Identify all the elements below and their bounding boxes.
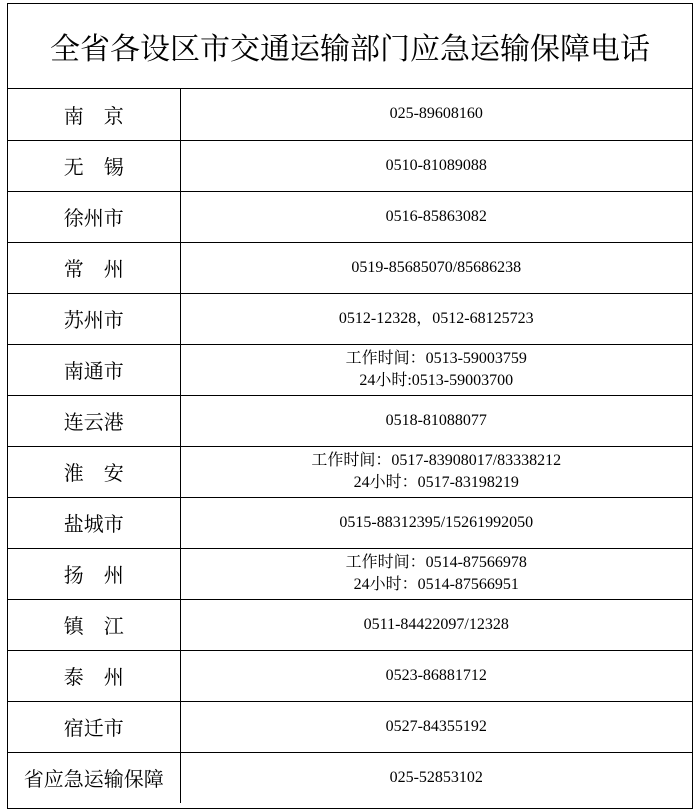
- phone-number-text: 24小时：0517-83198219: [353, 473, 519, 491]
- region-name-cell: 盐城市: [8, 497, 180, 548]
- contact-table: [8, 89, 692, 803]
- phone-cell: [180, 650, 692, 701]
- table-row: [8, 446, 692, 497]
- table-row: [8, 140, 692, 191]
- phone-number-text: 0515-88312395/15261992050: [339, 513, 534, 531]
- phone-number-text: 025-89608160: [389, 105, 483, 123]
- region-name-cell: 苏州市: [8, 293, 180, 344]
- region-name-cell: 常 州: [8, 242, 180, 293]
- phone-cell: [180, 548, 692, 599]
- phone-directory-sheet: [7, 3, 693, 809]
- contact-table-body: [8, 89, 692, 803]
- phone-number-text: 0518-81088077: [385, 411, 487, 429]
- phone-number-text: 0527-84355192: [385, 717, 487, 735]
- phone-cell: [180, 89, 692, 140]
- phone-cell: [180, 701, 692, 752]
- page-title: 全省各设区市交通运输部门应急运输保障电话: [8, 4, 692, 89]
- phone-number-text: 0516-85863082: [385, 207, 487, 225]
- region-name-cell: 镇 江: [8, 599, 180, 650]
- table-row: [8, 89, 692, 140]
- phone-number-text: 0519-85685070/85686238: [351, 258, 522, 276]
- region-name-cell: 省应急运输保障: [8, 752, 180, 803]
- table-row: [8, 242, 692, 293]
- table-row: [8, 191, 692, 242]
- table-row: [8, 497, 692, 548]
- phone-cell: [180, 140, 692, 191]
- region-name-cell: 扬 州: [8, 548, 180, 599]
- table-row: [8, 599, 692, 650]
- region-name-cell: 泰 州: [8, 650, 180, 701]
- phone-number-text: 工作时间：0513-59003759: [345, 349, 527, 367]
- phone-number-text: 025-52853102: [389, 768, 483, 786]
- region-name-cell: 连云港: [8, 395, 180, 446]
- table-row: [8, 701, 692, 752]
- phone-cell: [180, 599, 692, 650]
- phone-cell: [180, 497, 692, 548]
- phone-cell: [180, 752, 692, 803]
- phone-cell: [180, 395, 692, 446]
- region-name-cell: 无 锡: [8, 140, 180, 191]
- table-row: [8, 344, 692, 395]
- phone-cell: [180, 293, 692, 344]
- region-name-cell: 南 京: [8, 89, 180, 140]
- phone-cell: [180, 344, 692, 395]
- phone-number-text: 24小时:0513-59003700: [359, 371, 514, 389]
- phone-cell: [180, 191, 692, 242]
- phone-number-text: 0523-86881712: [385, 666, 487, 684]
- phone-number-text: 0510-81089088: [385, 156, 487, 174]
- region-name-cell: 南通市: [8, 344, 180, 395]
- table-row: [8, 752, 692, 803]
- table-row: [8, 650, 692, 701]
- region-name-cell: 宿迁市: [8, 701, 180, 752]
- table-row: [8, 395, 692, 446]
- phone-number-text: 工作时间：0514-87566978: [345, 553, 527, 571]
- phone-number-text: 24小时：0514-87566951: [353, 575, 519, 593]
- phone-cell: [180, 242, 692, 293]
- phone-number-text: 工作时间：0517-83908017/83338212: [311, 451, 562, 469]
- table-row: [8, 293, 692, 344]
- phone-cell: [180, 446, 692, 497]
- phone-number-text: 0512-12328，0512-68125723: [338, 309, 534, 327]
- region-name-cell: 淮 安: [8, 446, 180, 497]
- table-row: [8, 548, 692, 599]
- phone-number-text: 0511-84422097/12328: [363, 615, 509, 633]
- region-name-cell: 徐州市: [8, 191, 180, 242]
